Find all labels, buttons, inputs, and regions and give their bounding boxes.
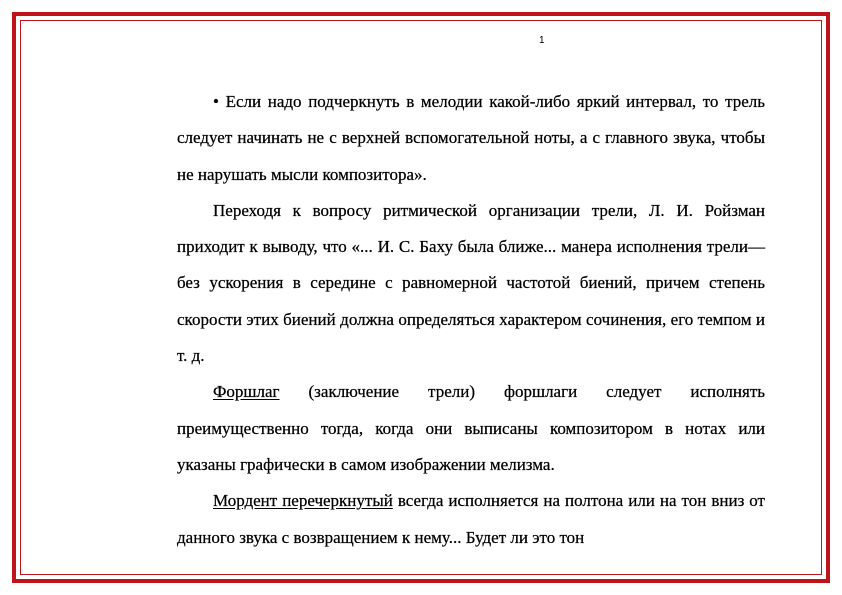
- term-forshlag: Форшлаг: [213, 382, 280, 402]
- document-body: [177, 84, 765, 556]
- paragraph-forshlag: [177, 374, 765, 483]
- bullet-icon: •: [213, 92, 219, 111]
- paragraph-text: (заключение трели) форшлаги следует исполнять преимущественно тогда, когда они выписаны композитором в нотах или указаны графически в самом изображении мелизма.: [177, 382, 765, 474]
- paragraph-text: всегда исполняется на полтона или на тон вниз от данного звука с возвращением к нему... Будет ли это тон: [177, 491, 765, 547]
- term-mordent: Мордент перечеркнутый: [213, 491, 393, 511]
- paragraph-trill-rhythm: [177, 193, 765, 374]
- paragraph-trill-interval: [177, 84, 765, 193]
- paragraph-text: Переходя к вопросу ритмической организации трели, Л. И. Ройзман приходит к выводу, что «... И. С. Баху была ближе... манера исполнения трели—без ускорения в середине с равномерной частотой биений, причем степень скорости этих биений должна определяться характером сочинения, его темпом и т. д.: [177, 200, 765, 366]
- paragraph-text: Если надо подчеркнуть в мелодии какой-либо яркий интервал, то трель следует начинать не с верхней вспомогательной ноты, а с главного звука, чтобы не нарушать мысли композитора».: [177, 92, 765, 184]
- page-number: 1: [539, 35, 545, 46]
- paragraph-mordent: [177, 483, 765, 556]
